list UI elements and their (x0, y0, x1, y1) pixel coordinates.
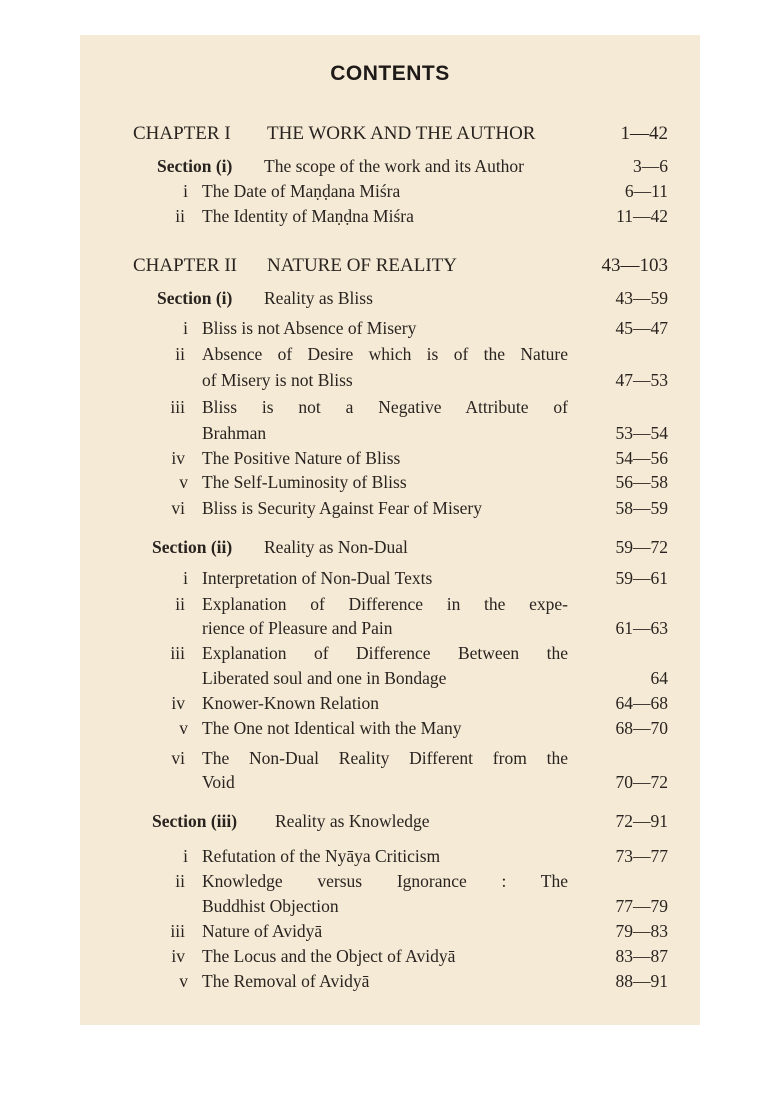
toc-item (0, 894, 780, 918)
item-numeral: i (183, 568, 188, 588)
item-numeral: ii (175, 344, 185, 364)
toc-item (0, 421, 780, 445)
item-title: Bliss is not a Negative Attribute of (202, 397, 568, 417)
item-numeral: iv (171, 946, 185, 966)
toc-item (0, 179, 780, 203)
section-label: Section (i) (157, 288, 233, 308)
toc-item (0, 969, 780, 993)
section-label: Section (i) (157, 156, 233, 176)
toc-item (0, 368, 780, 392)
item-title: Void (202, 772, 235, 792)
section-entry (0, 286, 780, 310)
section-entry (0, 535, 780, 559)
item-title: Nature of Avidyā (202, 921, 323, 941)
toc-item (0, 641, 780, 665)
item-numeral: iii (170, 397, 185, 417)
page-range: 61—63 (615, 618, 668, 638)
section-entry (0, 809, 780, 833)
item-numeral: iv (171, 693, 185, 713)
page-range: 59—72 (615, 537, 668, 557)
item-title: The Locus and the Object of Avidyā (202, 946, 456, 966)
page-range: 56—58 (615, 472, 668, 492)
item-title: Absence of Desire which is of the Nature (202, 344, 568, 364)
section-label: Section (ii) (152, 537, 233, 557)
item-title: The Self-Luminosity of Bliss (202, 472, 407, 492)
page-range: 70—72 (615, 772, 668, 792)
page-range: 54—56 (615, 448, 668, 468)
page-title: CONTENTS (330, 62, 450, 85)
toc-item (0, 944, 780, 968)
item-numeral: iii (170, 643, 185, 663)
chapter-title: NATURE OF REALITY (267, 255, 457, 276)
item-title: Liberated soul and one in Bondage (202, 668, 447, 688)
item-numeral: i (183, 846, 188, 866)
toc-item (0, 844, 780, 868)
item-title: Explanation of Difference in the expe- (202, 594, 568, 614)
toc-item (0, 666, 780, 690)
item-title: The Positive Nature of Bliss (202, 448, 401, 468)
page-range: 6—11 (624, 181, 668, 201)
page-range: 43—59 (615, 288, 668, 308)
item-numeral: vi (171, 498, 185, 518)
item-title: The Removal of Avidyā (202, 971, 370, 991)
chapter-label: CHAPTER II (133, 255, 237, 276)
section-entry (0, 154, 780, 178)
page-range: 64 (650, 668, 668, 688)
item-numeral: v (179, 718, 188, 738)
page-range: 59—61 (615, 568, 668, 588)
item-title: rience of Pleasure and Pain (202, 618, 393, 638)
page-range: 58—59 (615, 498, 668, 518)
page-range: 79—83 (615, 921, 668, 941)
toc-item (0, 592, 780, 616)
item-numeral: v (179, 971, 188, 991)
chapter-label: CHAPTER I (133, 123, 231, 144)
section-label: Section (iii) (152, 811, 238, 831)
page-range: 53—54 (615, 423, 668, 443)
item-numeral: ii (175, 206, 185, 226)
page-range: 88—91 (615, 971, 668, 991)
section-title: Reality as Bliss (264, 288, 373, 308)
page-range: 3—6 (633, 156, 668, 176)
page-range: 72—91 (615, 811, 668, 831)
item-numeral: vi (171, 748, 185, 768)
toc-item (0, 869, 780, 893)
item-title: The One not Identical with the Many (202, 718, 462, 738)
item-title: Brahman (202, 423, 267, 443)
toc-item (0, 770, 780, 794)
section-title: Reality as Non-Dual (264, 537, 408, 557)
toc-item (0, 342, 780, 366)
item-title: The Identity of Maṇḍna Miśra (202, 206, 414, 226)
page-range: 73—77 (615, 846, 668, 866)
item-numeral: iii (170, 921, 185, 941)
chapter-entry (0, 254, 780, 278)
page-range: 43—103 (601, 255, 668, 276)
page-range: 83—87 (615, 946, 668, 966)
toc-item (0, 746, 780, 770)
page-range: 68—70 (615, 718, 668, 738)
item-title: of Misery is not Bliss (202, 370, 353, 390)
item-title: Bliss is Security Against Fear of Misery (202, 498, 482, 518)
toc-item (0, 446, 780, 470)
toc-item (0, 496, 780, 520)
toc-item (0, 691, 780, 715)
page-range: 45—47 (615, 318, 668, 338)
toc-item (0, 204, 780, 228)
item-numeral: ii (175, 594, 185, 614)
toc-item (0, 919, 780, 943)
chapter-title: THE WORK AND THE AUTHOR (267, 123, 536, 144)
toc-item (0, 395, 780, 419)
page-range: 64—68 (615, 693, 668, 713)
item-numeral: i (183, 318, 188, 338)
item-numeral: iv (171, 448, 185, 468)
item-title: Explanation of Difference Between the (202, 643, 568, 663)
toc-item (0, 566, 780, 590)
item-title: Knower-Known Relation (202, 693, 380, 713)
toc-item (0, 470, 780, 494)
item-title: The Non-Dual Reality Different from the (202, 748, 568, 768)
section-title: The scope of the work and its Author (264, 156, 525, 176)
item-title: Knowledge versus Ignorance : The (202, 871, 568, 891)
item-title: Bliss is not Absence of Misery (202, 318, 417, 338)
item-numeral: i (183, 181, 188, 201)
toc-item (0, 716, 780, 740)
item-title: Interpretation of Non-Dual Texts (202, 568, 433, 588)
page-range: 11—42 (616, 206, 668, 226)
toc-item (0, 316, 780, 340)
page-range: 1—42 (620, 123, 668, 144)
section-title: Reality as Knowledge (275, 811, 430, 831)
page-range: 47—53 (615, 370, 668, 390)
item-title: The Date of Maṇḍana Miśra (202, 181, 401, 201)
chapter-entry (0, 122, 780, 146)
item-numeral: ii (175, 871, 185, 891)
toc-item (0, 616, 780, 640)
page-range: 77—79 (615, 896, 668, 916)
item-numeral: v (179, 472, 188, 492)
item-title: Refutation of the Nyāya Criticism (202, 846, 441, 866)
item-title: Buddhist Objection (202, 896, 339, 916)
